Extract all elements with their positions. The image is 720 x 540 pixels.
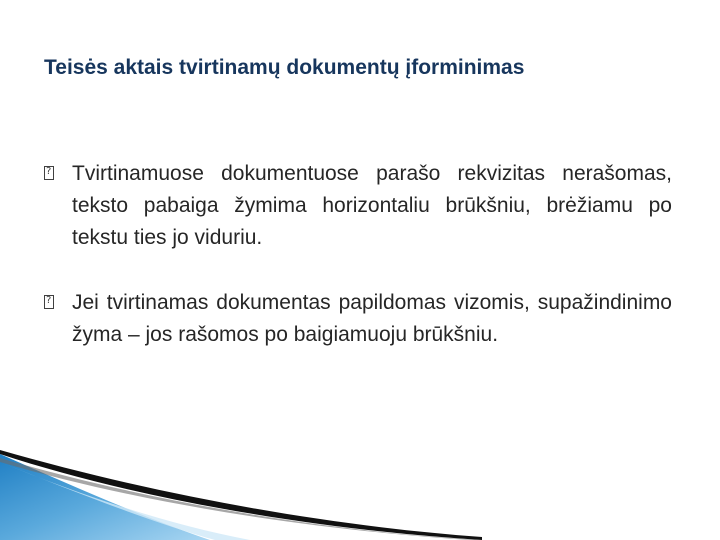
slide-title: Teisės aktais tvirtinamų dokumentų įforminimas	[44, 56, 525, 79]
checkbox-bullet-icon	[44, 162, 64, 184]
bullet-text: Tvirtinamuose dokumentuose parašo rekvizitas nerašomas, teksto pabaiga žymima horizontaliu brūkšniu, brėžiamu po tekstu ties jo viduriu.	[72, 162, 672, 249]
list-item	[44, 158, 672, 254]
checkbox-bullet-icon	[44, 291, 64, 313]
list-item	[44, 287, 672, 351]
decorative-swoosh	[0, 440, 720, 540]
bullet-text: Jei tvirtinamas dokumentas papildomas vizomis, supažindinimo žyma – jos rašomos po baigiamuoju brūkšniu.	[72, 291, 672, 346]
